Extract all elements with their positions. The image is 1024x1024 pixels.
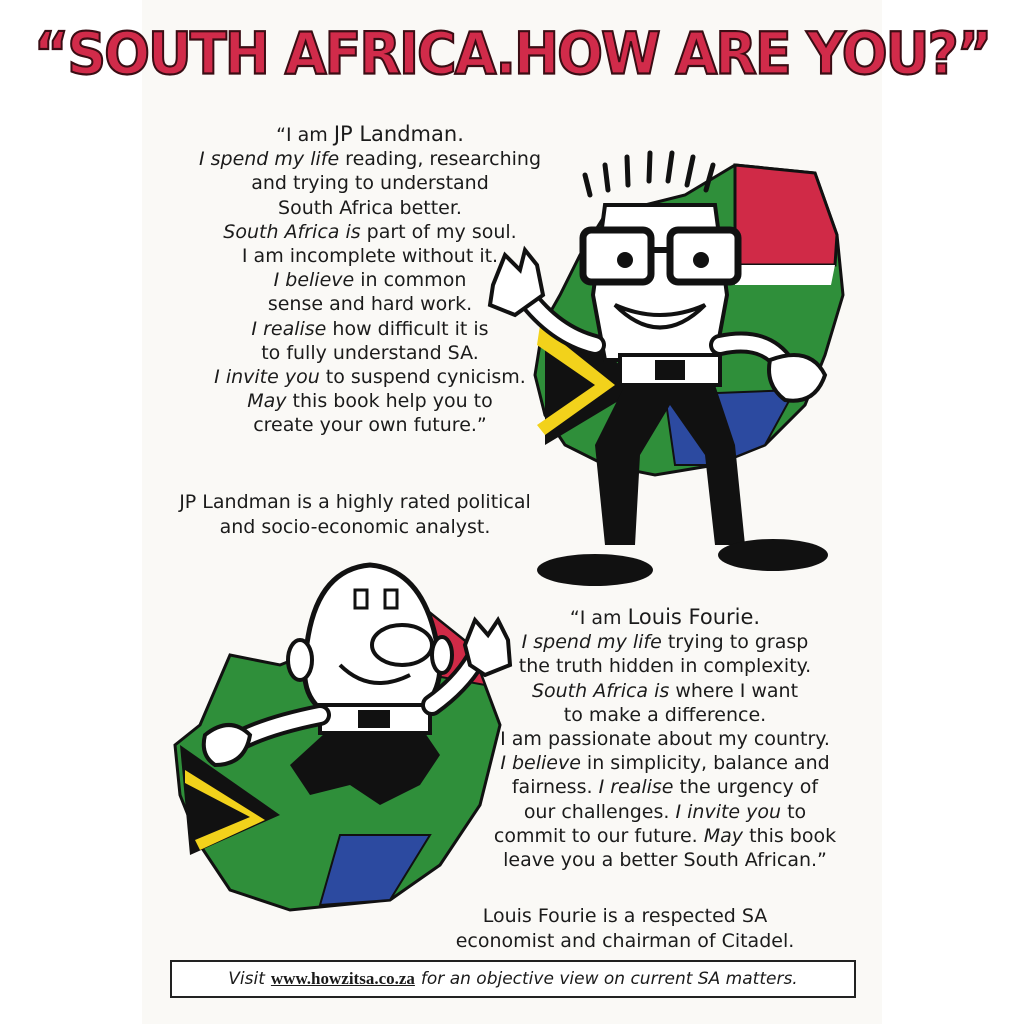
jp-quote-rest: part of my soul. [360,220,517,243]
jp-quote-rest: create your own future.” [253,414,487,437]
louis-quote-rest: in simplicity, balance and [580,752,830,775]
louis-quote-rest2: to [781,800,807,823]
jp-quote-rest: to suspend cynicism. [319,366,526,389]
jp-quote-rest: to fully understand SA. [261,341,479,364]
louis-quote-rest2: this book [743,824,837,847]
jp-landman-cartoon [465,145,850,590]
jp-quote-rest: how difficult it is [326,317,489,340]
louis-bio-line-2: economist and chairman of Citadel. [455,930,795,952]
louis-quote-rest: where I want [669,679,799,702]
jp-bio-line-2: and socio-economic analyst. [219,516,491,538]
louis-quote-em2: I invite you [675,800,782,823]
jp-quote-em: May [247,390,287,413]
jp-quote-line [150,122,590,147]
louis-quote-rest: the truth hidden in complexity. [518,655,812,678]
footer-tagline-text: for an objective view on current SA matters. [420,969,798,989]
louis-quote-rest: “I am [569,607,628,629]
jp-bio-line-1: JP Landman is a highly rated political [179,491,531,513]
jp-quote-em: I spend my life [198,148,340,171]
jp-quote-rest: I am incomplete without it. [241,245,499,268]
louis-quote-em2: May [703,824,744,847]
page-title: “SOUTH AFRICA.HOW ARE YOU?” [33,19,991,88]
louis-quote-rest: trying to grasp [661,631,809,654]
footer-visit-text: Visit [228,969,265,989]
louis-quote-em: I believe [500,752,581,775]
louis-quote-rest: leave you a better South African.” [503,849,827,872]
jp-quote-em: I invite you [214,366,320,389]
louis-bio-line-1: Louis Fourie is a respected SA [482,905,768,927]
jp-quote-rest: and trying to understand [251,172,489,195]
louis-fourie-cartoon [170,555,515,915]
louis-quote-name: Louis Fourie. [627,605,761,629]
jp-quote-name: JP Landman. [333,122,464,146]
jp-quote-rest: in common [354,269,467,292]
footer-website-link[interactable]: www.howzitsa.co.za [270,969,415,988]
louis-quote-rest2: the urgency of [673,776,819,799]
jp-quote-em: I realise [251,317,327,340]
footer-banner [170,960,856,998]
jp-quote-rest: South Africa better. [278,196,462,219]
louis-quote-rest: to make a difference. [563,703,767,726]
louis-quote-rest: fairness. [511,776,599,799]
jp-quote-em: South Africa is [223,220,361,243]
louis-quote-em: I spend my life [521,631,662,654]
jp-quote-em: I believe [273,269,355,292]
jp-quote-rest: “I am [276,124,334,146]
louis-quote-em: South Africa is [531,679,670,702]
jp-quote-rest: sense and hard work. [267,293,473,316]
jp-quote-rest: this book help you to [286,390,493,413]
louis-quote-rest: commit to our future. [493,824,704,847]
jp-quote-rest: reading, researching [339,148,542,171]
louis-quote-rest: I am passionate about my country. [500,728,830,751]
louis-quote-em2: I realise [598,776,674,799]
louis-quote-rest: our challenges. [523,800,676,823]
